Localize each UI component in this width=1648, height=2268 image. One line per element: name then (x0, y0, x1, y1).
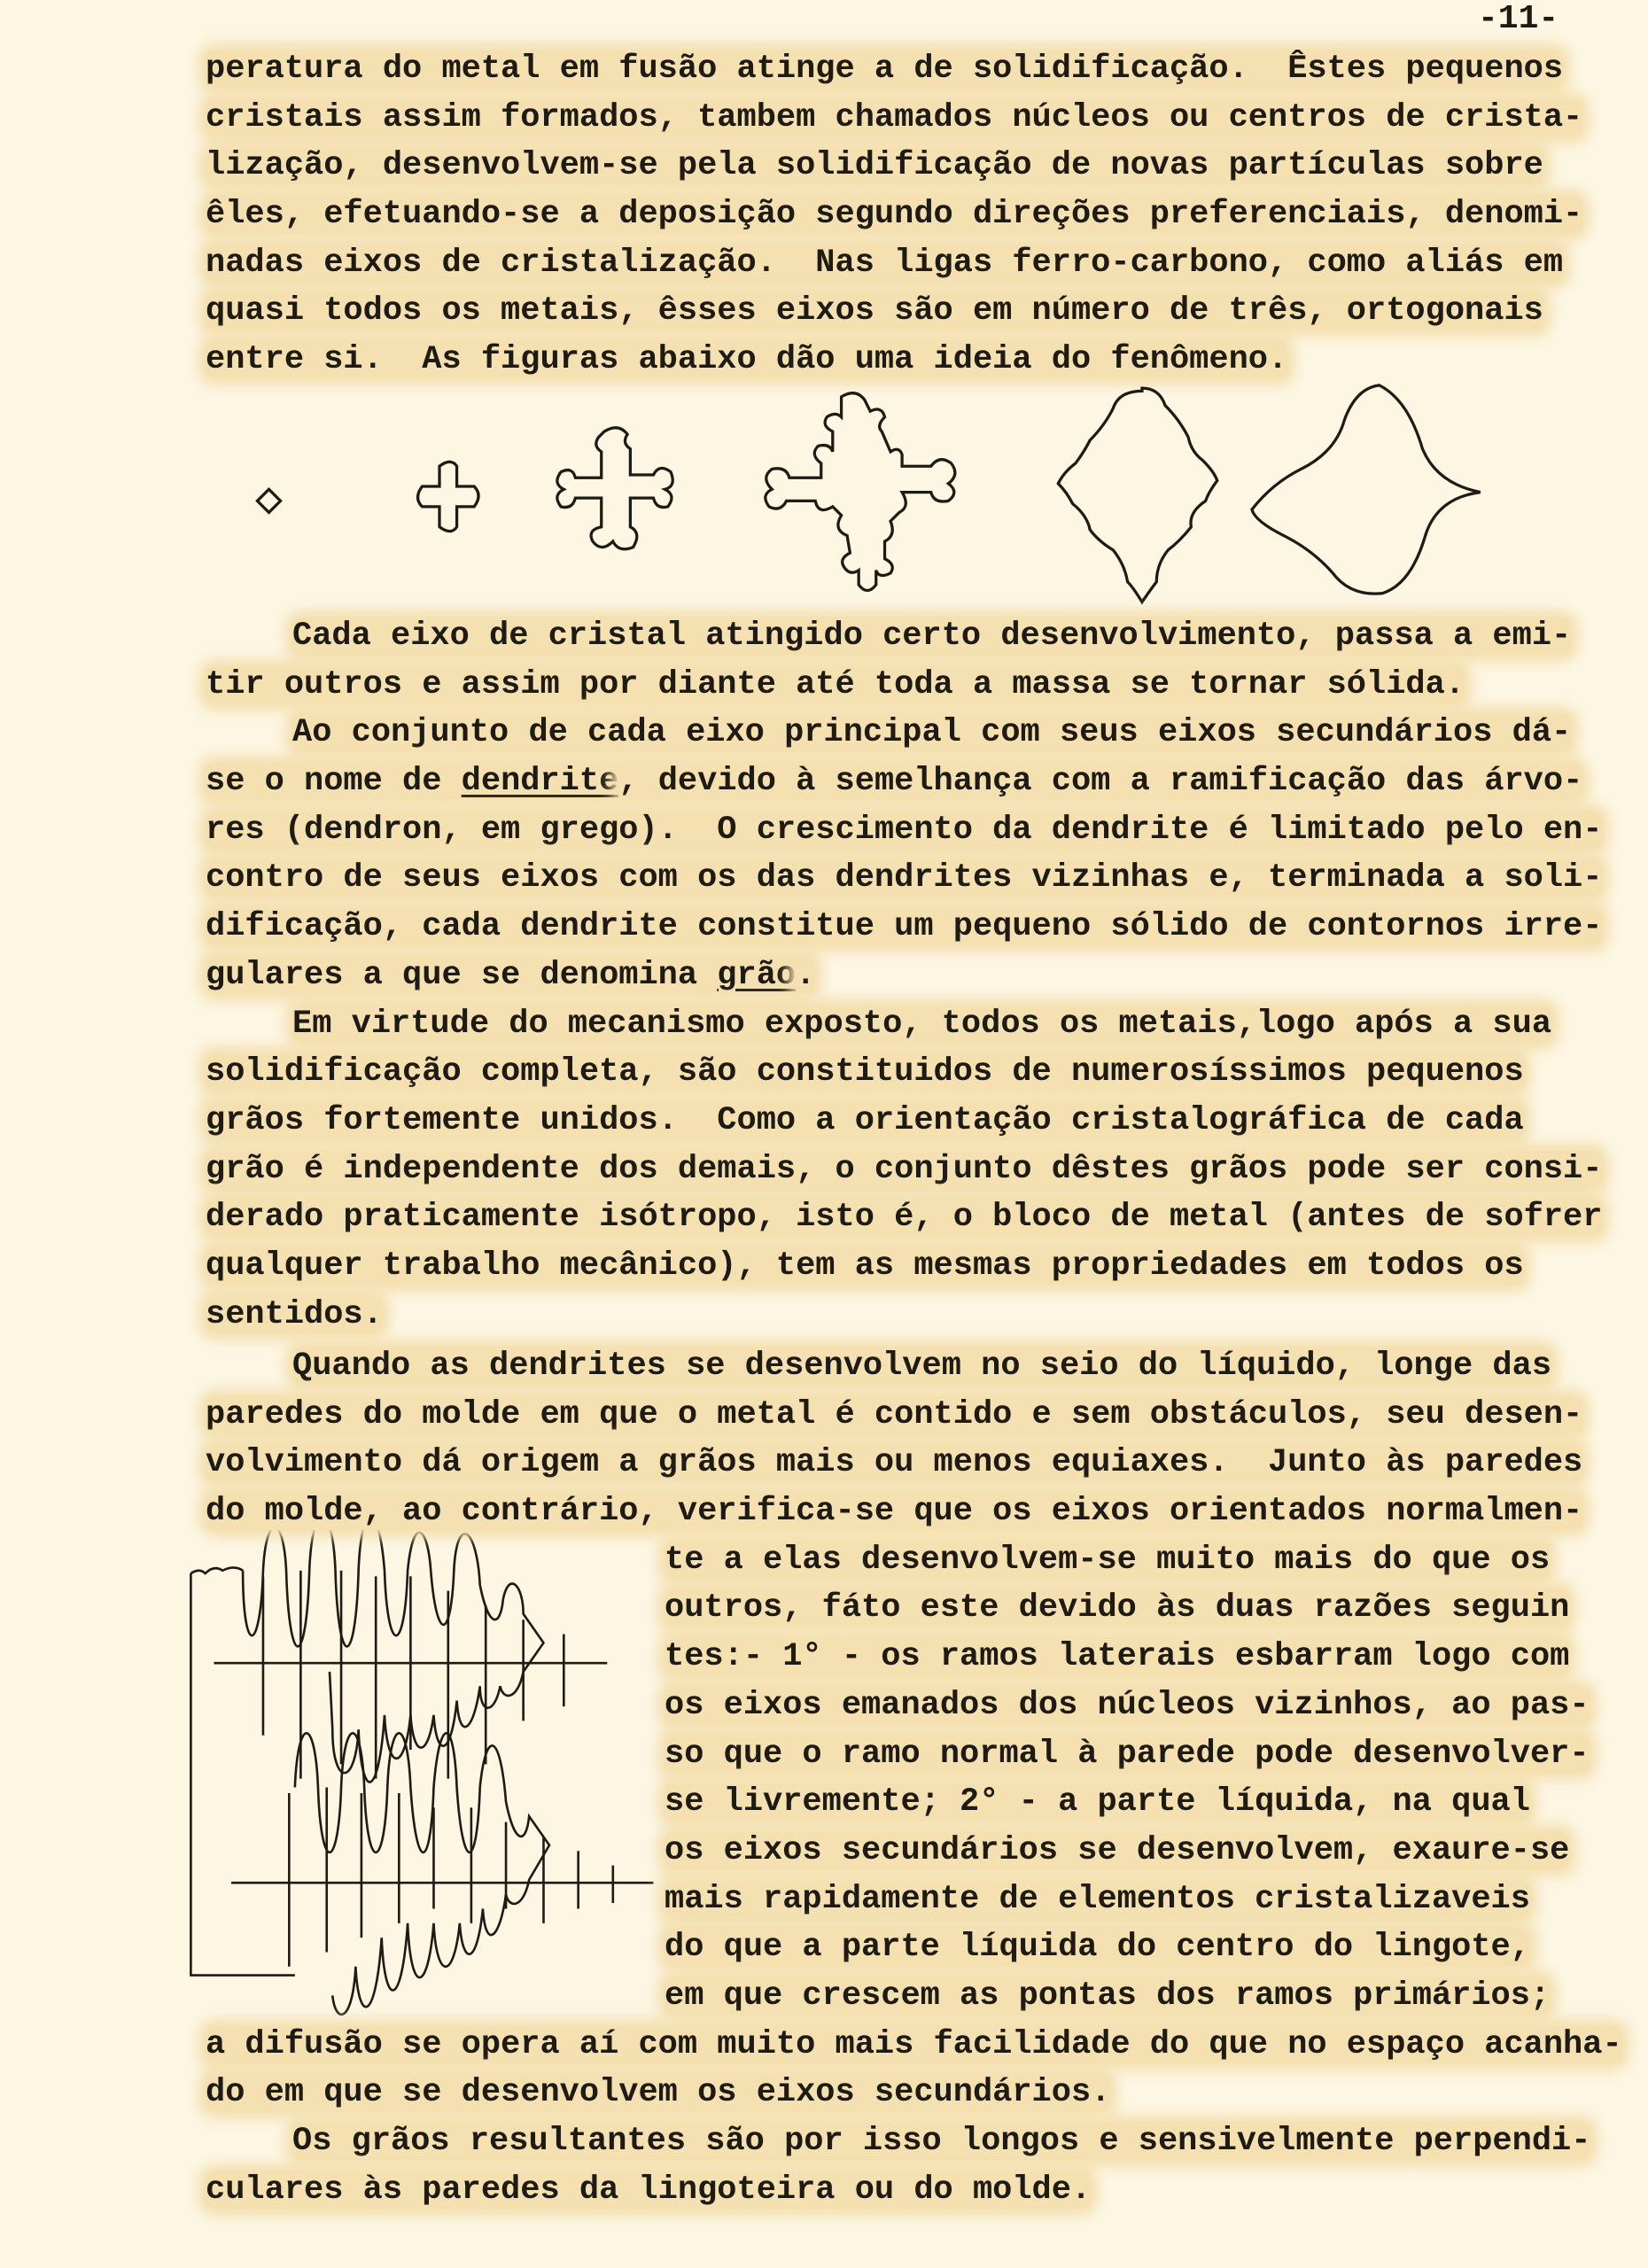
text-line (206, 612, 1602, 661)
text-line (206, 1048, 1602, 1097)
text-line (206, 661, 1602, 710)
line-text: se livremente; 2° - a parte líquida, na qual (665, 1783, 1530, 1821)
text-line (206, 2166, 1622, 2215)
text-line (206, 1342, 1622, 1391)
line-text: em que crescem as pontas dos ramos primários; (665, 1977, 1551, 2015)
text-line (206, 1923, 1622, 1972)
text-line (206, 854, 1602, 903)
line-text: Os grãos resultantes são por isso longos e sensivelmente perpendi- (292, 2123, 1591, 2160)
text-line (206, 1487, 1622, 1536)
text-line (206, 1291, 1602, 1340)
line-text: , devido à semelhança com a ramificação das árvo- (618, 763, 1583, 801)
text-line (206, 1536, 1622, 1585)
text-line (206, 951, 1602, 1000)
paragraph-columnar-grains (206, 1342, 1622, 2214)
crystal-stage-1 (257, 489, 280, 512)
line-text: qualquer trabalho mecânico), tem as mesmas propriedades em todos os (206, 1247, 1524, 1285)
line-text: tes:- 1° - os ramos laterais esbarram logo com (665, 1638, 1570, 1676)
line-text: derado praticamente isótropo, isto é, o bloco de metal (antes de sofrer (206, 1199, 1603, 1237)
line-text: se o nome de (206, 763, 462, 801)
line-text: sentidos. (206, 1295, 383, 1333)
line-text: Ao conjunto de cada eixo principal com seus eixos secundários dá- (292, 714, 1572, 752)
line-text: os eixos secundários se desenvolvem, exaure-se (665, 1831, 1570, 1869)
text-line (206, 1146, 1602, 1194)
text-line (206, 1682, 1622, 1730)
line-text: os eixos emanados dos núcleos vizinhos, ao pas- (665, 1686, 1590, 1724)
line-text: cristais assim formados, tambem chamados núcleos ou centros de crista- (206, 98, 1583, 136)
line-text: te a elas desenvolvem-se muito mais do que os (665, 1541, 1551, 1579)
line-text: outros, fáto este devido às duas razões seguin (665, 1589, 1570, 1627)
line-text: culares às paredes da lingoteira ou do molde. (206, 2171, 1092, 2209)
text-line (206, 1876, 1622, 1924)
term-dendrite: dendrite (461, 763, 619, 801)
line-text: do molde, ao contrário, verifica-se que os eixos orientados normalmen- (206, 1493, 1583, 1531)
text-line (206, 1730, 1622, 1779)
text-line (206, 1391, 1622, 1440)
line-text: tir outros e assim por diante até toda a massa se tornar sólida. (206, 665, 1465, 703)
paragraph-dendrites (206, 612, 1602, 1339)
line-text: contro de seus eixos com os das dendrites vizinhas e, terminada a soli- (206, 859, 1603, 897)
text-line (206, 1097, 1602, 1146)
line-text: mais rapidamente de elementos cristalizaveis (665, 1880, 1530, 1918)
line-text: peratura do metal em fusão atinge a de solidificação. Êstes pequenos (206, 50, 1564, 88)
line-text: nadas eixos de cristalização. Nas ligas ferro-carbono, como aliás em (206, 244, 1564, 282)
line-text: Cada eixo de cristal atingido certo desenvolvimento, passa a emi- (292, 617, 1572, 655)
text-line (206, 1439, 1622, 1487)
text-line (206, 903, 1602, 951)
line-text: grão é independente dos demais, o conjunto dêstes grãos pode ser consi- (206, 1150, 1603, 1188)
crystal-stage-5 (1058, 388, 1217, 602)
crystal-stage-3 (557, 428, 672, 549)
line-text: do em que se desenvolvem os eixos secundários. (206, 2074, 1111, 2112)
line-text: quasi todos os metais, êsses eixos são em número de três, ortogonais (206, 292, 1543, 330)
text-line (206, 757, 1602, 806)
line-text: êles, efetuando-se a deposição segundo direções preferenciais, denomi- (206, 196, 1583, 234)
crystal-stage-2 (418, 462, 479, 531)
crystal-stage-6 (1252, 385, 1481, 594)
text-line (206, 1778, 1622, 1827)
page-number: -11- (1478, 0, 1559, 38)
text-line (206, 806, 1602, 855)
line-text: volvimento dá origem a grãos mais ou menos equiaxes. Junto às paredes (206, 1444, 1583, 1482)
text-line (206, 2021, 1622, 2070)
line-text: . (796, 956, 816, 994)
line-text: so que o ramo normal à parede pode desenvolver- (665, 1735, 1590, 1773)
text-line (206, 709, 1602, 757)
line-text: dificação, cada dendrite constitue um pequeno sólido de contornos irre- (206, 908, 1603, 946)
text-line (206, 1193, 1602, 1242)
line-text: Em virtude do mecanismo exposto, todos os metais,logo após a sua (292, 1005, 1552, 1043)
text-line (206, 1633, 1622, 1682)
line-text: do que a parte líquida do centro do lingote, (665, 1929, 1530, 1967)
text-line (206, 1827, 1622, 1876)
text-line (206, 2117, 1622, 2166)
line-text: solidificação completa, são constituidos de numerosíssimos pequenos (206, 1053, 1524, 1091)
line-text: a difusão se opera aí com muito mais facilidade do que no espaço acanha- (206, 2025, 1622, 2063)
line-text: grãos fortemente unidos. Como a orientação cristalográfica de cada (206, 1101, 1524, 1139)
line-text: lização, desenvolvem-se pela solidificação de novas partículas sobre (206, 147, 1543, 185)
term-grao: grão (717, 956, 797, 994)
text-line (206, 1972, 1622, 2021)
line-text: entre si. As figuras abaixo dão uma ideia do fenômeno. (206, 341, 1288, 379)
line-text: paredes do molde em que o metal é contido e sem obstáculos, seu desen- (206, 1395, 1583, 1433)
line-text: gulares a que se denomina (206, 956, 718, 994)
text-line (206, 2069, 1622, 2117)
line-text: res (dendron, em grego). O crescimento da dendrite é limitado pelo en- (206, 811, 1603, 849)
text-line (206, 1000, 1602, 1049)
crystal-stage-4 (766, 393, 955, 591)
text-line (206, 1242, 1602, 1291)
line-text: Quando as dendrites se desenvolvem no seio do líquido, longe das (292, 1348, 1552, 1385)
text-line (206, 1584, 1622, 1633)
